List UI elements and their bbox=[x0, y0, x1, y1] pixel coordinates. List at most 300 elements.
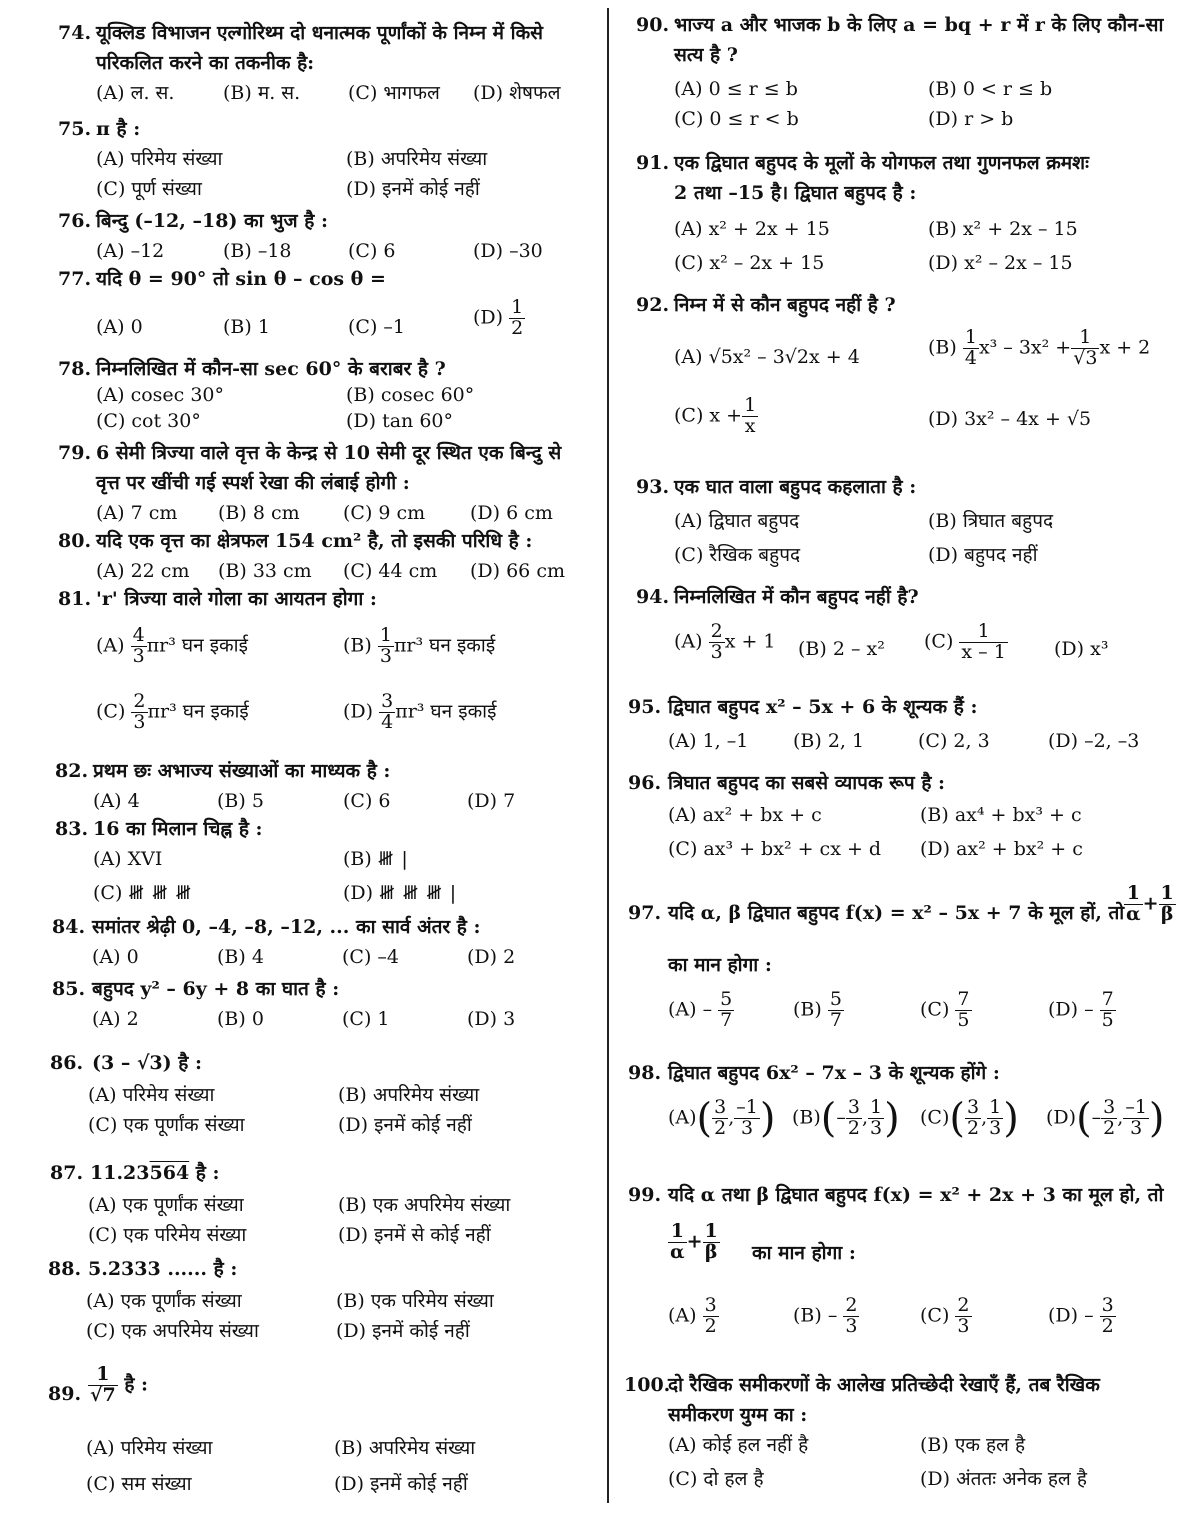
question-text: 16 का मिलान चिह्न है : bbox=[93, 818, 263, 840]
fraction-denominator: 2 bbox=[511, 316, 524, 339]
option-d[interactable]: (D) r > b bbox=[928, 108, 1014, 130]
option-c[interactable]: (C) 2, 3 bbox=[918, 730, 990, 752]
option-b[interactable]: (B) 1 bbox=[223, 316, 270, 338]
question-78 bbox=[58, 356, 603, 434]
option-label: (B) bbox=[793, 998, 822, 1021]
fraction-denominator: β bbox=[1160, 902, 1174, 925]
option-d[interactable]: (D) 7 bbox=[467, 790, 516, 812]
option-label: (C) bbox=[96, 700, 126, 723]
option-d[interactable]: (D) tan 60° bbox=[346, 410, 454, 432]
question-number: 76. bbox=[58, 210, 92, 232]
question-number: 90. bbox=[636, 14, 670, 36]
option-b[interactable]: (B) 8 cm bbox=[218, 502, 300, 524]
option-d[interactable]: (D) x³ bbox=[1054, 638, 1109, 660]
option-a[interactable]: (A) cosec 30° bbox=[96, 384, 225, 406]
option-label: (B) bbox=[343, 848, 372, 870]
fraction-denominator: √7 bbox=[90, 1383, 116, 1406]
question-79 bbox=[58, 438, 603, 528]
question-88 bbox=[48, 1254, 603, 1346]
option-label: (C) bbox=[93, 882, 123, 904]
option-c[interactable]: (C) भागफल bbox=[348, 82, 440, 104]
option-c[interactable]: (C) दो हल है bbox=[668, 1468, 764, 1490]
option-d[interactable]: (D) इनमें कोई नहीं bbox=[334, 1473, 468, 1495]
question-number: 80. bbox=[58, 530, 92, 552]
option-b[interactable]: (B) म. स. bbox=[223, 82, 301, 104]
question-number: 97. bbox=[628, 902, 662, 924]
option-c[interactable]: (C) पूर्ण संख्या bbox=[96, 178, 202, 200]
tally-marks: 𝍸 𝍸 𝍸 bbox=[128, 882, 193, 904]
option-b[interactable]: (B) 2 – x² bbox=[798, 638, 885, 660]
option-d[interactable]: (D) इनमें कोई नहीं bbox=[336, 1320, 470, 1342]
option-label: (C) bbox=[920, 998, 950, 1021]
question-97 bbox=[628, 884, 1196, 1046]
fraction-denominator: 2 bbox=[966, 1116, 980, 1139]
fraction-denominator: α bbox=[670, 1240, 685, 1263]
fraction-denominator: 3 bbox=[1130, 1116, 1143, 1139]
question-87 bbox=[50, 1158, 603, 1250]
question-text: निम्नलिखित में कौन-सा sec 60° के बराबर है ? bbox=[96, 358, 446, 380]
option-c[interactable]: (C) सम संख्या bbox=[86, 1473, 192, 1495]
fraction-numerator: 1 bbox=[511, 296, 524, 318]
option-d[interactable]: (D) अंततः अनेक हल है bbox=[920, 1468, 1087, 1490]
fraction-numerator: 1 bbox=[870, 1096, 883, 1118]
question-text-cont: सत्य है ? bbox=[674, 44, 738, 66]
question-text: निम्नलिखित में कौन बहुपद नहीं है? bbox=[674, 586, 919, 608]
option-c[interactable] bbox=[93, 878, 192, 908]
fraction-numerator: 1 bbox=[88, 1365, 118, 1386]
option-c[interactable] bbox=[924, 622, 1008, 663]
option-b[interactable]: (B) एक परिमेय संख्या bbox=[336, 1290, 494, 1312]
tally-marks: 𝍸 𝍸 𝍸 | bbox=[379, 882, 458, 904]
tally-marks: 𝍸 | bbox=[377, 848, 409, 870]
option-b[interactable]: (B) त्रिघात बहुपद bbox=[928, 510, 1054, 532]
option-c[interactable]: (C) 6 bbox=[348, 240, 396, 262]
option-d[interactable]: (D) बहुपद नहीं bbox=[928, 544, 1038, 566]
option-a[interactable]: (A) परिमेय संख्या bbox=[88, 1084, 215, 1106]
option-b[interactable]: (B) –18 bbox=[223, 240, 292, 262]
fraction-numerator: 7 bbox=[957, 988, 970, 1010]
question-77 bbox=[58, 264, 603, 356]
option-label: (B) bbox=[928, 336, 957, 359]
minus-sign: – bbox=[836, 1106, 846, 1129]
fraction-numerator: 3 bbox=[1103, 1096, 1116, 1118]
option-a[interactable]: (A) XVI bbox=[93, 848, 163, 870]
option-b[interactable] bbox=[793, 990, 844, 1031]
option-b[interactable]: (B) 0 bbox=[217, 1008, 264, 1030]
question-suffix: है : bbox=[189, 1162, 220, 1184]
question-84 bbox=[52, 912, 603, 972]
option-label: (C) bbox=[920, 1106, 950, 1129]
option-label: (D) – bbox=[1048, 1304, 1094, 1327]
option-c[interactable]: (C) 9 cm bbox=[343, 502, 426, 524]
fraction-denominator: 5 bbox=[1101, 1008, 1114, 1031]
question-94 bbox=[636, 582, 1196, 680]
option-a[interactable]: (A) –12 bbox=[96, 240, 165, 262]
option-a[interactable]: (A) 22 cm bbox=[96, 560, 190, 582]
right-column bbox=[614, 0, 1200, 1523]
fraction-denominator: 3 bbox=[741, 1116, 754, 1139]
fraction-numerator: 5 bbox=[829, 988, 842, 1010]
question-number: 96. bbox=[628, 772, 662, 794]
fraction-denominator: 3 bbox=[870, 1116, 883, 1139]
fraction-denominator: √3 bbox=[1073, 346, 1098, 369]
question-number: 94. bbox=[636, 586, 670, 608]
option-a[interactable]: (A) 2 bbox=[92, 1008, 139, 1030]
option-b[interactable]: (B) 33 cm bbox=[218, 560, 312, 582]
question-number: 75. bbox=[58, 118, 92, 140]
option-c[interactable]: (C)( $\frac{3}{2}$ , $\frac{1}{3}$ ) bbox=[920, 1095, 1019, 1142]
question-text-cont: समीकरण युग्म का : bbox=[668, 1404, 808, 1426]
fraction-denominator: 2 bbox=[1101, 1314, 1114, 1337]
option-label: (B) – bbox=[793, 1304, 838, 1327]
question-suffix: है : bbox=[124, 1373, 149, 1396]
question-text-cont: 2 तथा –15 है। द्विघात बहुपद है : bbox=[674, 182, 917, 204]
option-b[interactable] bbox=[793, 1296, 859, 1337]
option-b[interactable]: (B) अपरिमेय संख्या bbox=[346, 148, 488, 170]
fraction-numerator: 1 bbox=[379, 624, 392, 646]
option-a[interactable]: (A) एक पूर्णांक संख्या bbox=[88, 1194, 244, 1216]
option-rest: x + 1 bbox=[724, 630, 776, 653]
option-label: (A) bbox=[96, 634, 125, 657]
option-b[interactable]: (B) 0 < r ≤ b bbox=[928, 78, 1053, 100]
fraction-denominator: 2 bbox=[847, 1116, 860, 1139]
option-c[interactable]: (C) एक अपरिमेय संख्या bbox=[86, 1320, 259, 1342]
question-text: एक घात वाला बहुपद कहलाता है : bbox=[674, 476, 917, 498]
option-d[interactable] bbox=[343, 878, 457, 908]
question-74 bbox=[58, 18, 603, 108]
option-b[interactable]: (B) एक हल है bbox=[920, 1434, 1026, 1456]
option-label: (C) bbox=[674, 404, 704, 427]
fraction-denominator: 5 bbox=[957, 1008, 970, 1031]
option-d[interactable] bbox=[1048, 1296, 1116, 1337]
fraction-numerator: 3 bbox=[1101, 1294, 1114, 1316]
option-c[interactable]: (C) –4 bbox=[342, 946, 399, 968]
question-text: एक द्विघात बहुपद के मूलों के योगफल तथा गुणनफल क्रमशः bbox=[674, 152, 1089, 174]
fraction-denominator: 2 bbox=[1103, 1116, 1116, 1139]
option-a[interactable]: (A) 0 bbox=[92, 946, 139, 968]
question-text-cont: परिकलित करने का तकनीक है: bbox=[96, 52, 315, 74]
option-d[interactable]: (D) 3x² – 4x + √5 bbox=[928, 408, 1092, 430]
option-d[interactable]: (D)(– $\frac{3}{2}$ , $\frac{-1}{3}$ ) bbox=[1046, 1095, 1165, 1142]
question-number: 85. bbox=[52, 978, 86, 1000]
option-b[interactable]: (B) 2, 1 bbox=[793, 730, 865, 752]
question-85 bbox=[52, 974, 603, 1034]
option-a[interactable]: (A) द्विघात बहुपद bbox=[674, 510, 800, 532]
option-label: (D) bbox=[343, 882, 374, 904]
fraction-denominator: 7 bbox=[720, 1008, 733, 1031]
question-text: द्विघात बहुपद 6x² – 7x – 3 के शून्यक होंगे : bbox=[668, 1062, 1000, 1084]
question-text: बहुपद y² – 6y + 8 का घात है : bbox=[92, 978, 340, 1000]
option-c[interactable]: (C) –1 bbox=[348, 316, 405, 338]
option-a[interactable]: (A) 4 bbox=[93, 790, 140, 812]
option-label: (B) bbox=[343, 634, 372, 657]
option-d[interactable]: (D) 3 bbox=[467, 1008, 516, 1030]
question-91 bbox=[636, 148, 1196, 278]
question-text: बिन्दु (–12, –18) का भुज है : bbox=[96, 210, 328, 232]
fraction-denominator: 3 bbox=[710, 640, 723, 663]
fraction-numerator: 1 bbox=[959, 622, 1007, 643]
question-number: 77. bbox=[58, 268, 92, 290]
fraction-denominator: 7 bbox=[829, 1008, 842, 1031]
question-text: यदि एक वृत्त का क्षेत्रफल 154 cm² है, तो इसकी परिधि है : bbox=[96, 530, 533, 552]
question-text bbox=[90, 1158, 220, 1188]
fraction-numerator: 3 bbox=[847, 1096, 860, 1118]
option-d[interactable]: (D) इनमें कोई नहीं bbox=[346, 178, 480, 200]
option-c[interactable]: (C) 0 ≤ r < b bbox=[674, 108, 799, 130]
option-rest: πr³ घन इकाई bbox=[393, 634, 496, 657]
option-c[interactable] bbox=[674, 396, 758, 437]
option-d[interactable]: (D) –30 bbox=[473, 240, 543, 262]
option-label: (D) bbox=[343, 700, 374, 723]
option-c[interactable] bbox=[96, 692, 249, 733]
option-d[interactable]: (D) इनमें से कोई नहीं bbox=[338, 1224, 491, 1246]
fraction-numerator: 3 bbox=[966, 1096, 980, 1118]
question-text: यदि θ = 90° तो sin θ – cos θ = bbox=[96, 268, 386, 290]
fraction-numerator: –1 bbox=[1125, 1096, 1147, 1118]
question-92 bbox=[636, 290, 1196, 458]
option-b[interactable]: (B) अपरिमेय संख्या bbox=[334, 1437, 476, 1459]
fraction-numerator: 1 bbox=[1071, 328, 1099, 349]
fraction-numerator: 7 bbox=[1101, 988, 1114, 1010]
option-a[interactable] bbox=[674, 622, 776, 663]
option-c[interactable]: (C) एक पूर्णांक संख्या bbox=[88, 1114, 245, 1136]
minus-sign: – bbox=[1091, 1106, 1102, 1129]
option-a[interactable]: (A) ax² + bx + c bbox=[668, 804, 822, 826]
fraction-denominator: 3 bbox=[845, 1314, 858, 1337]
fraction-numerator: 1 bbox=[1124, 884, 1143, 905]
question-text: त्रिघात बहुपद का सबसे व्यापक रूप है : bbox=[668, 772, 946, 794]
option-rest: πr³ घन इकाई bbox=[146, 634, 248, 657]
fraction-denominator: 3 bbox=[132, 644, 145, 667]
question-text: दो रैखिक समीकरणों के आलेख प्रतिच्छेदी रेखाएँ हैं, तब रैखिक bbox=[668, 1374, 1100, 1396]
question-number: 91. bbox=[636, 152, 670, 174]
option-label: (D) bbox=[473, 306, 504, 329]
option-end: x + 2 bbox=[1099, 336, 1151, 359]
reciprocal-sum bbox=[668, 1222, 720, 1263]
fraction-numerator: –1 bbox=[736, 1096, 758, 1118]
fraction-numerator: 2 bbox=[957, 1294, 970, 1316]
option-b[interactable]: (B) 4 bbox=[217, 946, 264, 968]
question-text: भाज्य a और भाजक b के लिए a = bq + r में r के लिए कौन-सा bbox=[674, 14, 1164, 36]
option-a[interactable]: (A) 0 bbox=[96, 316, 143, 338]
question-number: 84. bbox=[52, 916, 86, 938]
question-95 bbox=[628, 692, 1196, 756]
option-d[interactable]: (D) x² – 2x – 15 bbox=[928, 252, 1073, 274]
fraction-numerator: 1 bbox=[744, 394, 757, 416]
option-c[interactable]: (C) 6 bbox=[343, 790, 391, 812]
question-text: 5.2333 ...... है : bbox=[88, 1258, 238, 1280]
option-d[interactable]: (D) 66 cm bbox=[470, 560, 565, 582]
option-rest: πr³ घन इकाई bbox=[395, 700, 497, 723]
option-d[interactable]: (D) 2 bbox=[467, 946, 516, 968]
option-b[interactable]: (B) 5 bbox=[217, 790, 264, 812]
option-b[interactable]: (B) ax⁴ + bx³ + c bbox=[920, 804, 1082, 826]
decimal-part: 11.23 bbox=[90, 1162, 150, 1184]
option-b[interactable]: (B) एक अपरिमेय संख्या bbox=[338, 1194, 511, 1216]
question-number: 100. bbox=[624, 1374, 671, 1396]
option-c[interactable]: (C) x² – 2x + 15 bbox=[674, 252, 825, 274]
question-number: 86. bbox=[50, 1052, 84, 1074]
option-b[interactable]: (B) x² + 2x – 15 bbox=[928, 218, 1078, 240]
question-text: यदि α, β द्विघात बहुपद f(x) = x² – 5x + 7 के मूल हों, तो bbox=[668, 902, 1125, 924]
option-c[interactable] bbox=[920, 1296, 972, 1337]
question-number: 95. bbox=[628, 696, 662, 718]
question-text: समांतर श्रेढ़ी 0, –4, –8, –12, ... का सार्व अंतर है : bbox=[92, 916, 481, 938]
option-a[interactable]: (A) 7 cm bbox=[96, 502, 178, 524]
option-a[interactable]: (A) परिमेय संख्या bbox=[96, 148, 223, 170]
option-label: (C) bbox=[924, 630, 954, 653]
question-number: 79. bbox=[58, 442, 92, 464]
option-a[interactable]: (A) परिमेय संख्या bbox=[86, 1437, 213, 1459]
fraction-denominator: x bbox=[744, 414, 756, 437]
question-75 bbox=[58, 114, 603, 204]
fraction-numerator: 1 bbox=[989, 1096, 1002, 1118]
question-text: निम्न में से कौन बहुपद नहीं है ? bbox=[674, 294, 896, 316]
question-100 bbox=[624, 1370, 1196, 1494]
option-label: (A) bbox=[668, 1304, 697, 1327]
question-96 bbox=[628, 768, 1196, 864]
option-d[interactable]: (D) शेषफल bbox=[473, 82, 561, 104]
question-number: 82. bbox=[55, 760, 89, 782]
question-text: प्रथम छः अभाज्य संख्याओं का माध्यक है : bbox=[93, 760, 391, 782]
option-a[interactable]: (A) कोई हल नहीं है bbox=[668, 1434, 809, 1456]
option-a[interactable]: (A) 0 ≤ r ≤ b bbox=[674, 78, 798, 100]
question-86 bbox=[50, 1048, 603, 1140]
question-82 bbox=[55, 756, 603, 816]
question-number: 89. bbox=[48, 1383, 82, 1405]
option-label: (C) bbox=[920, 1304, 950, 1327]
question-90 bbox=[636, 10, 1196, 134]
fraction-numerator: 1 bbox=[668, 1222, 687, 1243]
question-number: 78. bbox=[58, 358, 92, 380]
option-d[interactable]: (D) इनमें कोई नहीं bbox=[338, 1114, 472, 1136]
option-b[interactable] bbox=[343, 844, 409, 874]
fraction-numerator: 1 bbox=[704, 1220, 718, 1242]
option-d[interactable]: (D) 6 cm bbox=[470, 502, 553, 524]
question-text-cont: वृत्त पर खींची गई स्पर्श रेखा की लंबाई होगी : bbox=[96, 472, 410, 494]
option-a[interactable] bbox=[668, 1296, 719, 1337]
option-c[interactable]: (C) रैखिक बहुपद bbox=[674, 544, 801, 566]
fraction-denominator: 3 bbox=[379, 644, 392, 667]
fraction-numerator: 2 bbox=[845, 1294, 858, 1316]
option-label: (A) – bbox=[668, 998, 713, 1021]
fraction-denominator: 3 bbox=[957, 1314, 970, 1337]
option-mid: x³ – 3x² + bbox=[978, 336, 1072, 359]
question-number: 92. bbox=[636, 294, 670, 316]
question-text-cont: का मान होगा : bbox=[668, 954, 772, 976]
question-number: 88. bbox=[48, 1258, 82, 1280]
question-number: 81. bbox=[58, 588, 92, 610]
fraction-denominator: 2 bbox=[704, 1314, 717, 1337]
option-a[interactable] bbox=[96, 626, 248, 667]
fraction-numerator: 2 bbox=[710, 620, 723, 642]
plus-sign: + bbox=[1142, 892, 1159, 915]
option-b[interactable]: (B)(– $\frac{3}{2}$ , $\frac{1}{3}$ ) bbox=[792, 1095, 900, 1142]
question-number: 98. bbox=[628, 1062, 662, 1084]
option-c[interactable]: (C) cot 30° bbox=[96, 410, 201, 432]
fraction-numerator: 2 bbox=[133, 690, 146, 712]
option-b[interactable] bbox=[343, 626, 495, 667]
question-text bbox=[88, 1365, 148, 1406]
fraction-denominator: 3 bbox=[133, 710, 146, 733]
option-b[interactable]: (B) cosec 60° bbox=[346, 384, 475, 406]
fraction-numerator: 1 bbox=[1160, 882, 1174, 904]
fraction-numerator: 3 bbox=[381, 690, 394, 712]
question-text: यूक्लिड विभाजन एल्गोरिथ्म दो धनात्मक पूर्णांकों के निम्न में किसे bbox=[96, 22, 544, 44]
option-d[interactable] bbox=[343, 692, 496, 733]
option-a[interactable]: (A)( $\frac{3}{2}$ , $\frac{-1}{3}$ ) bbox=[668, 1095, 776, 1142]
fraction-denominator: α bbox=[1126, 902, 1141, 925]
fraction-numerator: 5 bbox=[720, 988, 733, 1010]
question-text: द्विघात बहुपद x² – 5x + 6 के शून्यक हैं : bbox=[668, 696, 978, 718]
question-number: 87. bbox=[50, 1162, 84, 1184]
question-89 bbox=[48, 1365, 603, 1499]
question-number: 83. bbox=[55, 818, 89, 840]
fraction-numerator: 1 bbox=[964, 326, 977, 348]
fraction-denominator: β bbox=[704, 1240, 718, 1263]
fraction-denominator: 2 bbox=[714, 1116, 727, 1139]
option-a[interactable]: (A) ल. स. bbox=[96, 82, 175, 104]
repeating-digits: 564 bbox=[149, 1162, 190, 1184]
question-80 bbox=[58, 526, 603, 586]
question-text: 'r' त्रिज्या वाले गोला का आयतन होगा : bbox=[96, 588, 377, 610]
option-a[interactable] bbox=[668, 990, 734, 1031]
question-number: 74. bbox=[58, 22, 92, 44]
option-label: (A) bbox=[668, 1106, 697, 1129]
option-pre: x + bbox=[709, 404, 743, 427]
fraction-denominator: 3 bbox=[989, 1116, 1002, 1139]
reciprocal-sum bbox=[1124, 884, 1176, 925]
option-d[interactable] bbox=[1048, 990, 1116, 1031]
fraction-denominator: 4 bbox=[964, 346, 977, 369]
question-76 bbox=[58, 206, 603, 266]
option-b[interactable]: (B) अपरिमेय संख्या bbox=[338, 1084, 480, 1106]
question-text: (3 – √3) है : bbox=[92, 1052, 202, 1074]
question-93 bbox=[636, 472, 1196, 570]
option-a[interactable]: (A) एक पूर्णांक संख्या bbox=[86, 1290, 242, 1312]
option-d[interactable]: (D) –2, –3 bbox=[1048, 730, 1140, 752]
option-label: (B) bbox=[792, 1106, 821, 1129]
option-c[interactable]: (C) 44 cm bbox=[343, 560, 438, 582]
option-c[interactable]: (C) ax³ + bx² + cx + d bbox=[668, 838, 882, 860]
option-a[interactable]: (A) x² + 2x + 15 bbox=[674, 218, 830, 240]
option-a[interactable]: (A) √5x² – 3√2x + 4 bbox=[674, 346, 860, 368]
question-99 bbox=[628, 1180, 1196, 1352]
question-text: π है : bbox=[96, 118, 141, 140]
fraction-numerator: 3 bbox=[704, 1294, 717, 1316]
fraction-denominator: 4 bbox=[381, 710, 394, 733]
option-c[interactable]: (C) 1 bbox=[342, 1008, 390, 1030]
fraction-numerator: 4 bbox=[132, 624, 145, 646]
question-text-cont: का मान होगा : bbox=[752, 1242, 856, 1264]
plus-sign: + bbox=[686, 1230, 703, 1253]
question-number: 99. bbox=[628, 1184, 662, 1206]
option-c[interactable]: (C) एक परिमेय संख्या bbox=[88, 1224, 247, 1246]
option-b[interactable] bbox=[928, 328, 1150, 369]
question-number: 93. bbox=[636, 476, 670, 498]
question-83 bbox=[55, 814, 603, 908]
fraction-denominator: x – 1 bbox=[961, 640, 1006, 663]
option-d[interactable]: (D) ax² + bx² + c bbox=[920, 838, 1083, 860]
fraction-numerator: 3 bbox=[714, 1096, 727, 1118]
option-label: (D) bbox=[1046, 1106, 1077, 1129]
option-d[interactable] bbox=[473, 298, 525, 339]
question-text: 6 सेमी त्रिज्या वाले वृत्त के केन्द्र से 10 सेमी दूर स्थित एक बिन्दु से bbox=[96, 442, 562, 464]
option-a[interactable]: (A) 1, –1 bbox=[668, 730, 749, 752]
option-rest: πr³ घन इकाई bbox=[147, 700, 249, 723]
option-label: (D) – bbox=[1048, 998, 1094, 1021]
option-c[interactable] bbox=[920, 990, 972, 1031]
